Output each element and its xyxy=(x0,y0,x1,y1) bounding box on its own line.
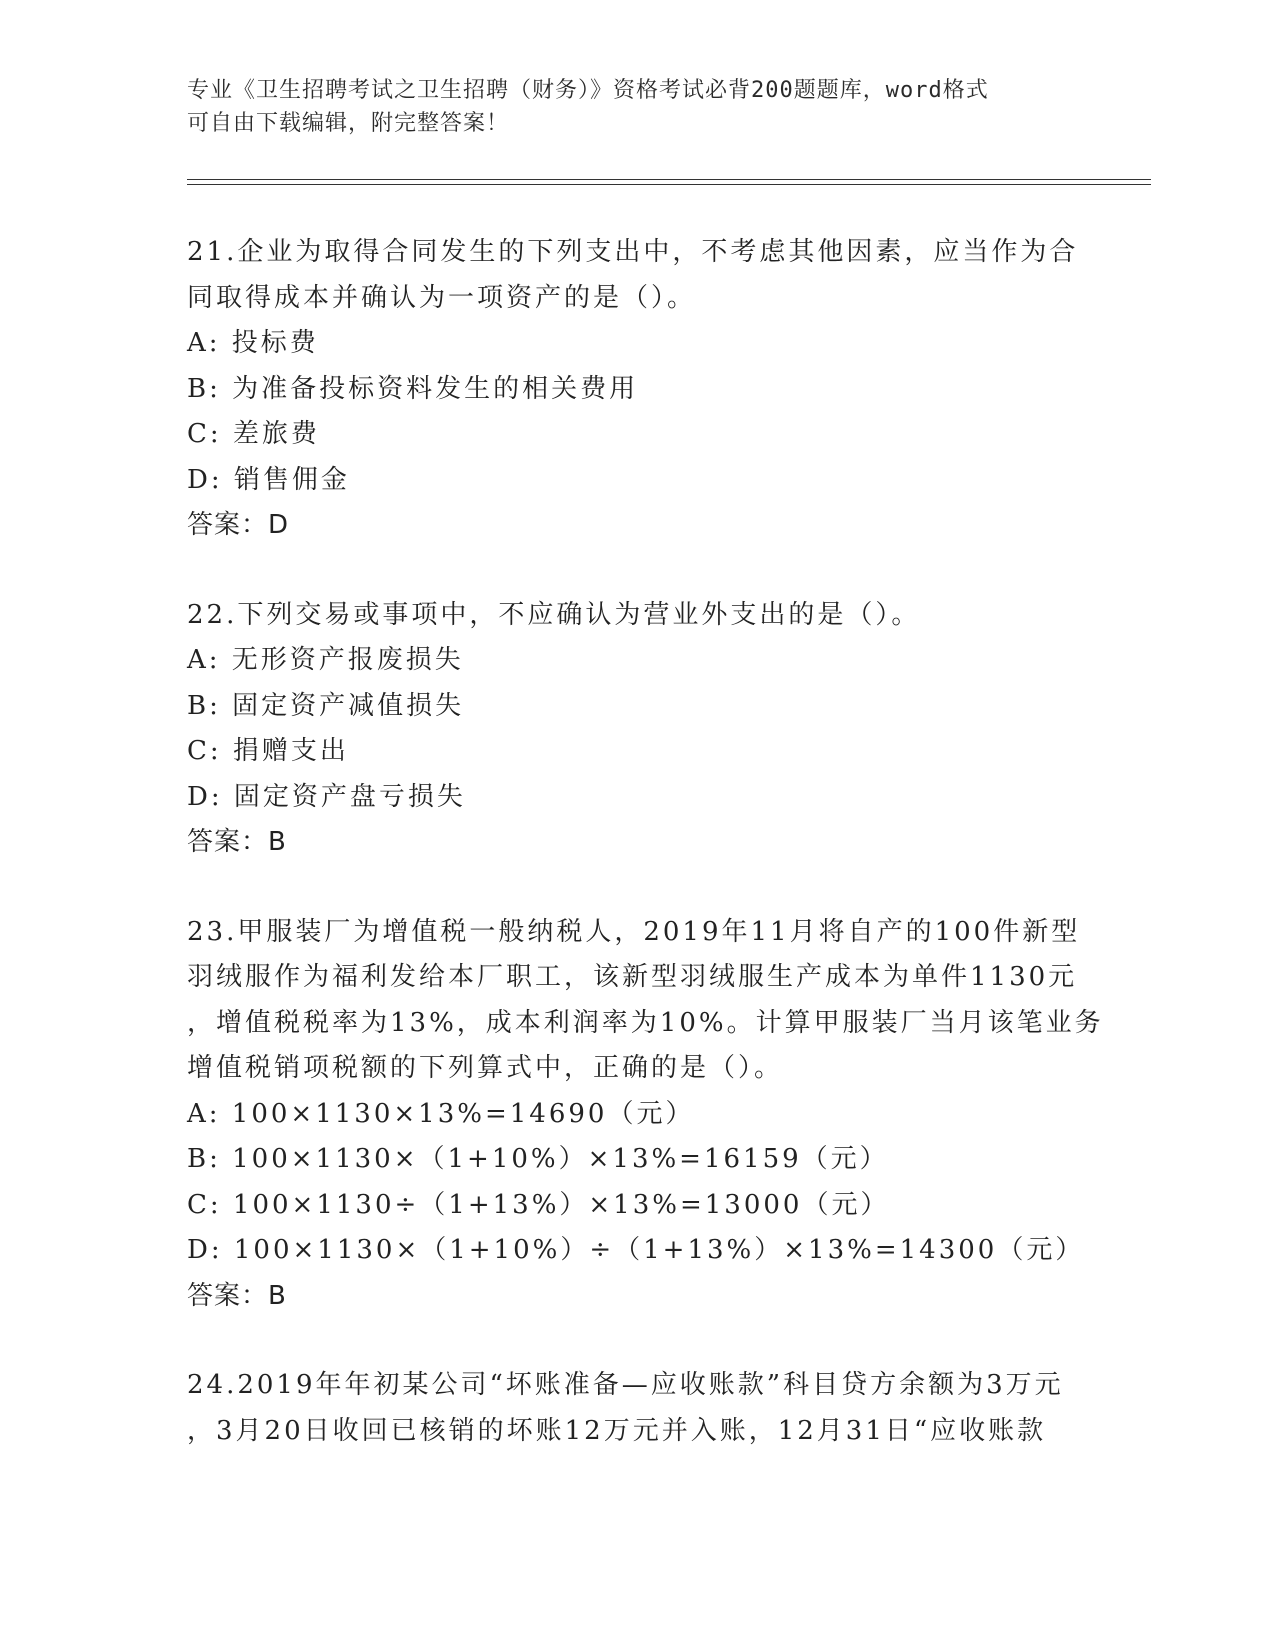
option-d: D: 100×1130×（1+10%）÷（1+13%）×13%=14300（元） xyxy=(187,1235,1085,1265)
question-stem xyxy=(187,230,1087,321)
answer-label: 答案：B xyxy=(187,1280,287,1311)
question-21 xyxy=(187,230,1087,549)
stem-line: 21.企业为取得合同发生的下列支出中，不考虑其他因素，应当作为合 xyxy=(187,237,1079,267)
question-stem xyxy=(187,593,1087,639)
header-divider xyxy=(187,179,1151,180)
document-header xyxy=(187,74,1067,140)
option-c: C: 100×1130÷（1+13%）×13%=13000（元） xyxy=(187,1189,890,1220)
question-22 xyxy=(187,593,1087,866)
header-divider xyxy=(187,184,1151,185)
answer-label: 答案：D xyxy=(187,510,290,540)
option-b: B: 为准备投标资料发生的相关费用 xyxy=(187,373,639,404)
option-c: C: 差旅费 xyxy=(187,419,320,449)
stem-line: 羽绒服作为福利发给本厂职工，该新型羽绒服生产成本为单件1130元 xyxy=(187,962,1078,992)
option-d: D: 销售佣金 xyxy=(187,464,350,495)
stem-line: 同取得成本并确认为一项资产的是（）。 xyxy=(187,282,697,313)
stem-line: 22.下列交易或事项中，不应确认为营业外支出的是（）。 xyxy=(187,599,921,630)
option-d: D: 固定资产盘亏损失 xyxy=(187,781,466,812)
option-b: B: 100×1130×（1+10%）×13%=16159（元） xyxy=(187,1144,889,1174)
option-a: A: 投标费 xyxy=(187,328,319,358)
question-24 xyxy=(187,1363,1087,1454)
question-23 xyxy=(187,910,1104,1320)
header-line: 专业《卫生招聘考试之卫生招聘（财务）》资格考试必背200题题库，word格式 xyxy=(187,78,989,103)
stem-line: ，增值税税率为13%，成本利润率为10%。计算甲服装厂当月该笔业务 xyxy=(187,1007,1104,1038)
option-a: A: 100×1130×13%=14690（元） xyxy=(187,1098,695,1129)
stem-line: 23.甲服装厂为增值税一般纳税人，2019年11月将自产的100件新型 xyxy=(187,916,1081,947)
option-a: A: 无形资产报废损失 xyxy=(187,645,464,675)
question-stem xyxy=(187,910,1104,1092)
stem-line: 24.2019年年初某公司“坏账准备—应收账款”科目贷方余额为3万元 xyxy=(187,1370,1064,1400)
option-c: C: 捐赠支出 xyxy=(187,736,349,766)
option-b: B: 固定资产减值损失 xyxy=(187,690,465,721)
stem-line: 增值税销项税额的下列算式中，正确的是（）。 xyxy=(187,1053,784,1083)
question-list xyxy=(187,230,1104,1498)
answer-label: 答案：B xyxy=(187,827,287,857)
question-stem xyxy=(187,1363,1087,1454)
header-line: 可自由下载编辑，附完整答案！ xyxy=(187,111,510,136)
stem-line: ，3月20日收回已核销的坏账12万元并入账，12月31日“应收账款 xyxy=(187,1415,1047,1446)
